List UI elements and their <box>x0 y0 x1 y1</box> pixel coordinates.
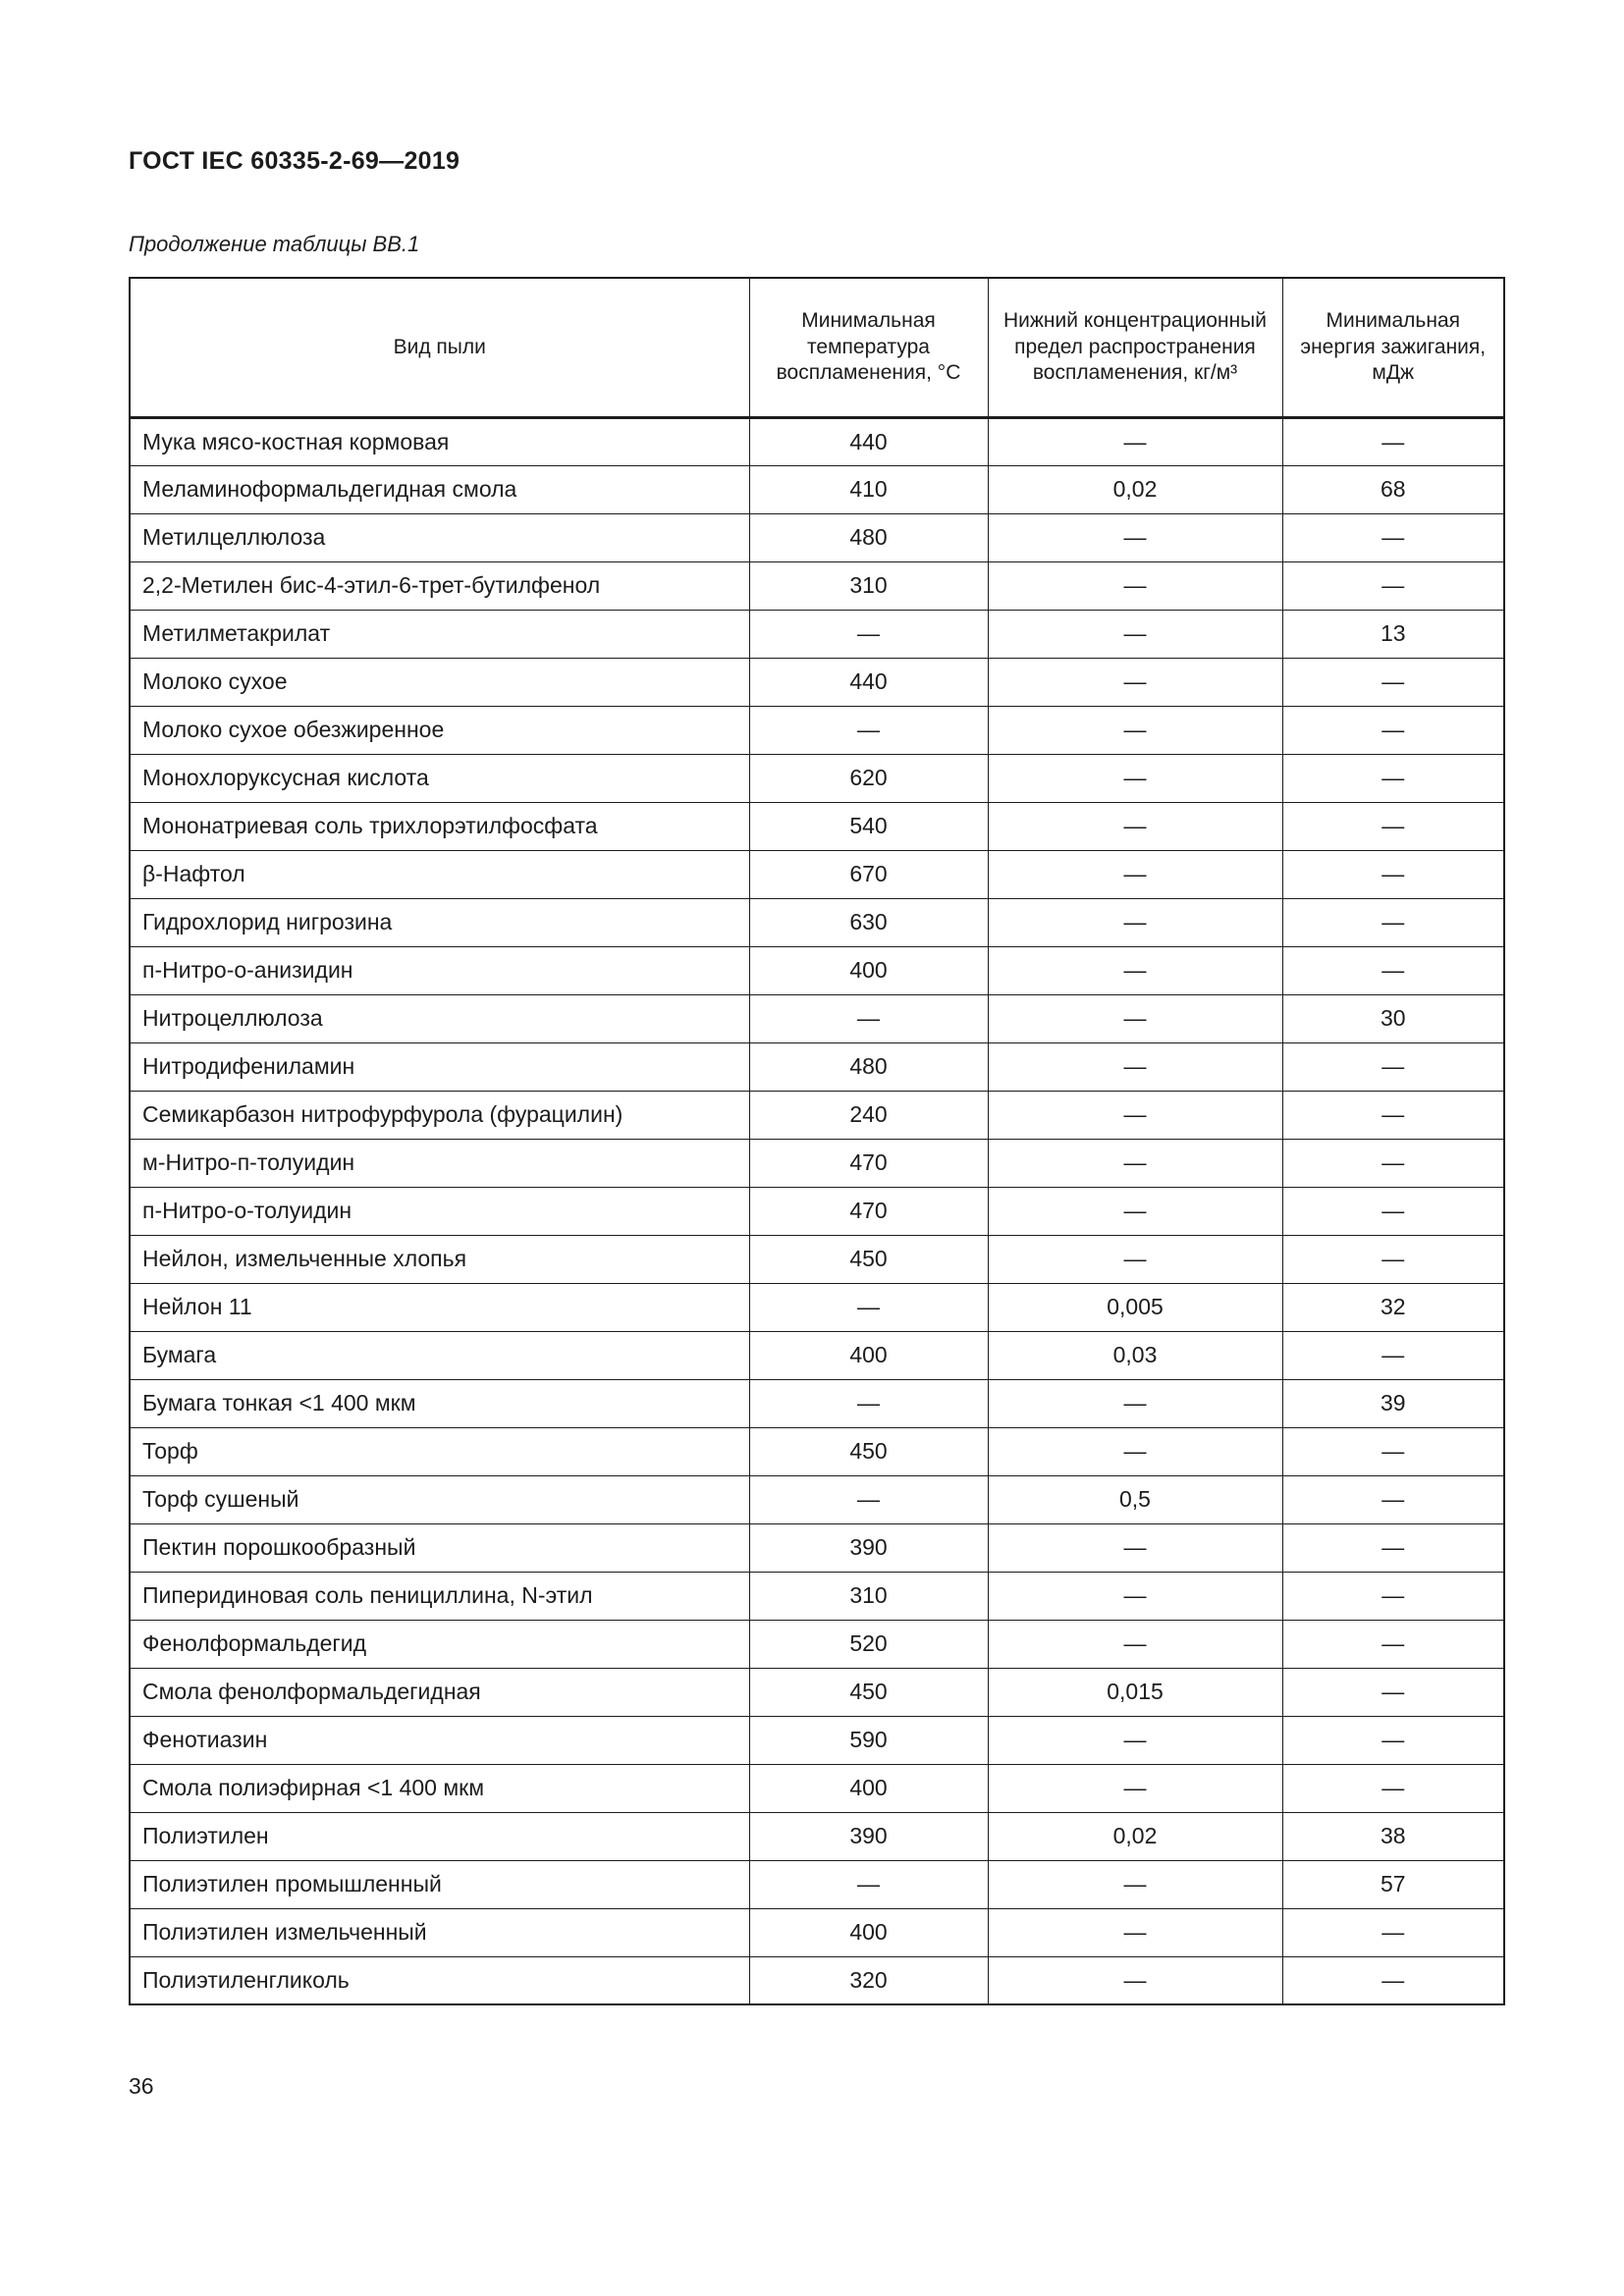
dust-name-cell: Бумага тонкая <1 400 мкм <box>130 1379 749 1427</box>
value-cell: — <box>1282 1331 1504 1379</box>
dust-name-cell: Полиэтилен промышленный <box>130 1860 749 1908</box>
dust-name-cell: Торф сушеный <box>130 1475 749 1523</box>
value-cell: 38 <box>1282 1812 1504 1860</box>
value-cell: — <box>988 513 1282 561</box>
dust-name-cell: Бумага <box>130 1331 749 1379</box>
value-cell: — <box>749 1379 988 1427</box>
value-cell: — <box>988 417 1282 465</box>
value-cell: — <box>1282 1091 1504 1139</box>
value-cell: — <box>988 658 1282 706</box>
column-header-dust-type: Вид пыли <box>130 278 749 417</box>
table-row <box>130 658 1504 706</box>
column-header-min-ignition-energy: Минимальная энергия зажигания, мДж <box>1282 278 1504 417</box>
value-cell: — <box>1282 1620 1504 1668</box>
dust-name-cell: Смола фенолформальдегидная <box>130 1668 749 1716</box>
value-cell: — <box>988 610 1282 658</box>
value-cell: — <box>1282 1908 1504 1956</box>
dust-name-cell: Торф <box>130 1427 749 1475</box>
table-row <box>130 1331 1504 1379</box>
value-cell: 590 <box>749 1716 988 1764</box>
value-cell: 240 <box>749 1091 988 1139</box>
value-cell: — <box>988 1379 1282 1427</box>
value-cell: — <box>1282 658 1504 706</box>
value-cell: — <box>749 1860 988 1908</box>
table-row <box>130 850 1504 898</box>
value-cell: — <box>1282 850 1504 898</box>
value-cell: 450 <box>749 1235 988 1283</box>
value-cell: 39 <box>1282 1379 1504 1427</box>
dust-name-cell: Фенолформальдегид <box>130 1620 749 1668</box>
value-cell: 390 <box>749 1812 988 1860</box>
value-cell: 410 <box>749 465 988 513</box>
value-cell: — <box>988 802 1282 850</box>
document-header: ГОСТ IEC 60335-2-69—2019 <box>129 147 460 175</box>
value-cell: 0,015 <box>988 1668 1282 1716</box>
table-row <box>130 1668 1504 1716</box>
dust-name-cell: Семикарбазон нитрофурфурола (фурацилин) <box>130 1091 749 1139</box>
dust-name-cell: Нитродифениламин <box>130 1042 749 1091</box>
table-row <box>130 1091 1504 1139</box>
value-cell: — <box>1282 1187 1504 1235</box>
value-cell: — <box>988 1042 1282 1091</box>
value-cell: 540 <box>749 802 988 850</box>
value-cell: 0,005 <box>988 1283 1282 1331</box>
value-cell: — <box>1282 1956 1504 2004</box>
value-cell: — <box>988 994 1282 1042</box>
dust-name-cell: β-Нафтол <box>130 850 749 898</box>
dust-name-cell: Гидрохлорид нигрозина <box>130 898 749 946</box>
value-cell: — <box>1282 802 1504 850</box>
value-cell: 400 <box>749 1908 988 1956</box>
table-row <box>130 946 1504 994</box>
dust-name-cell: 2,2-Метилен бис-4-этил-6-трет-бутилфенол <box>130 561 749 610</box>
value-cell: 400 <box>749 946 988 994</box>
value-cell: — <box>749 1475 988 1523</box>
dust-name-cell: Полиэтилен измельченный <box>130 1908 749 1956</box>
value-cell: — <box>1282 1139 1504 1187</box>
value-cell: 32 <box>1282 1283 1504 1331</box>
value-cell: — <box>1282 706 1504 754</box>
value-cell: 310 <box>749 561 988 610</box>
value-cell: 400 <box>749 1331 988 1379</box>
table-row <box>130 1475 1504 1523</box>
value-cell: — <box>1282 1427 1504 1475</box>
value-cell: 0,02 <box>988 465 1282 513</box>
dust-name-cell: Молоко сухое <box>130 658 749 706</box>
table-row <box>130 898 1504 946</box>
value-cell: 440 <box>749 658 988 706</box>
dust-name-cell: Нитроцеллюлоза <box>130 994 749 1042</box>
table-row <box>130 706 1504 754</box>
value-cell: — <box>1282 1523 1504 1572</box>
value-cell: — <box>988 1716 1282 1764</box>
dust-name-cell: Пиперидиновая соль пенициллина, N-этил <box>130 1572 749 1620</box>
value-cell: 400 <box>749 1764 988 1812</box>
dust-name-cell: Нейлон 11 <box>130 1283 749 1331</box>
table-row <box>130 1620 1504 1668</box>
dust-table-body <box>130 417 1504 2004</box>
value-cell: — <box>1282 898 1504 946</box>
dust-name-cell: п-Нитро-о-толуидин <box>130 1187 749 1235</box>
dust-name-cell: Полиэтилен <box>130 1812 749 1860</box>
table-row <box>130 1572 1504 1620</box>
table-row <box>130 417 1504 465</box>
value-cell: — <box>988 1908 1282 1956</box>
column-header-lower-concentration-limit: Нижний концентрационный предел распространения воспламенения, кг/м³ <box>988 278 1282 417</box>
value-cell: — <box>988 946 1282 994</box>
dust-name-cell: Полиэтиленгликоль <box>130 1956 749 2004</box>
value-cell: — <box>988 850 1282 898</box>
dust-name-cell: Пектин порошкообразный <box>130 1523 749 1572</box>
value-cell: 57 <box>1282 1860 1504 1908</box>
value-cell: 0,5 <box>988 1475 1282 1523</box>
value-cell: 620 <box>749 754 988 802</box>
value-cell: — <box>988 1523 1282 1572</box>
value-cell: 0,03 <box>988 1331 1282 1379</box>
value-cell: — <box>988 1427 1282 1475</box>
dust-name-cell: Смола полиэфирная <1 400 мкм <box>130 1764 749 1812</box>
table-row <box>130 1764 1504 1812</box>
value-cell: — <box>749 1283 988 1331</box>
table-row <box>130 1042 1504 1091</box>
value-cell: — <box>1282 1668 1504 1716</box>
value-cell: — <box>988 754 1282 802</box>
dust-name-cell: Метилцеллюлоза <box>130 513 749 561</box>
value-cell: — <box>1282 946 1504 994</box>
table-row <box>130 802 1504 850</box>
dust-name-cell: Нейлон, измельченные хлопья <box>130 1235 749 1283</box>
value-cell: 320 <box>749 1956 988 2004</box>
value-cell: 520 <box>749 1620 988 1668</box>
dust-name-cell: Фенотиазин <box>130 1716 749 1764</box>
value-cell: — <box>1282 417 1504 465</box>
value-cell: 0,02 <box>988 1812 1282 1860</box>
dust-table <box>129 277 1505 2005</box>
value-cell: — <box>1282 754 1504 802</box>
column-header-min-ignition-temperature: Минимальная температура воспламенения, °С <box>749 278 988 417</box>
value-cell: 450 <box>749 1427 988 1475</box>
value-cell: 630 <box>749 898 988 946</box>
table-row <box>130 1283 1504 1331</box>
value-cell: — <box>1282 1716 1504 1764</box>
value-cell: — <box>1282 1475 1504 1523</box>
value-cell: — <box>749 706 988 754</box>
value-cell: — <box>988 1187 1282 1235</box>
value-cell: — <box>988 1620 1282 1668</box>
table-row <box>130 610 1504 658</box>
table-row <box>130 561 1504 610</box>
table-row <box>130 513 1504 561</box>
table-row <box>130 1523 1504 1572</box>
table-row <box>130 1379 1504 1427</box>
value-cell: — <box>749 610 988 658</box>
value-cell: — <box>1282 513 1504 561</box>
value-cell: — <box>988 1764 1282 1812</box>
dust-name-cell: Монохлоруксусная кислота <box>130 754 749 802</box>
value-cell: 450 <box>749 1668 988 1716</box>
table-row <box>130 1716 1504 1764</box>
dust-name-cell: м-Нитро-п-толуидин <box>130 1139 749 1187</box>
value-cell: — <box>1282 561 1504 610</box>
value-cell: 670 <box>749 850 988 898</box>
value-cell: — <box>988 898 1282 946</box>
value-cell: 30 <box>1282 994 1504 1042</box>
dust-name-cell: Меламиноформальдегидная смола <box>130 465 749 513</box>
value-cell: — <box>988 1572 1282 1620</box>
page-number: 36 <box>129 2073 154 2099</box>
table-row <box>130 465 1504 513</box>
dust-name-cell: п-Нитро-о-анизидин <box>130 946 749 994</box>
table-row <box>130 1908 1504 1956</box>
value-cell: — <box>988 1860 1282 1908</box>
value-cell: — <box>988 1956 1282 2004</box>
table-row <box>130 754 1504 802</box>
value-cell: — <box>988 561 1282 610</box>
table-caption: Продолжение таблицы ВВ.1 <box>129 232 420 256</box>
dust-name-cell: Мука мясо-костная кормовая <box>130 417 749 465</box>
table-row <box>130 1187 1504 1235</box>
value-cell: — <box>1282 1764 1504 1812</box>
value-cell: 440 <box>749 417 988 465</box>
value-cell: — <box>1282 1572 1504 1620</box>
table-row <box>130 1235 1504 1283</box>
value-cell: 480 <box>749 1042 988 1091</box>
table-row <box>130 1860 1504 1908</box>
value-cell: 13 <box>1282 610 1504 658</box>
value-cell: — <box>1282 1235 1504 1283</box>
value-cell: 310 <box>749 1572 988 1620</box>
dust-name-cell: Метилметакрилат <box>130 610 749 658</box>
value-cell: 68 <box>1282 465 1504 513</box>
value-cell: 390 <box>749 1523 988 1572</box>
table-row <box>130 1812 1504 1860</box>
value-cell: — <box>988 1139 1282 1187</box>
table-row <box>130 1139 1504 1187</box>
table-row <box>130 1956 1504 2004</box>
value-cell: 470 <box>749 1139 988 1187</box>
dust-name-cell: Молоко сухое обезжиренное <box>130 706 749 754</box>
table-header-row <box>130 278 1504 417</box>
table-row <box>130 1427 1504 1475</box>
value-cell: 470 <box>749 1187 988 1235</box>
table-row <box>130 994 1504 1042</box>
value-cell: — <box>1282 1042 1504 1091</box>
dust-name-cell: Мононатриевая соль трихлорэтилфосфата <box>130 802 749 850</box>
value-cell: — <box>988 1235 1282 1283</box>
value-cell: — <box>749 994 988 1042</box>
value-cell: — <box>988 1091 1282 1139</box>
value-cell: — <box>988 706 1282 754</box>
value-cell: 480 <box>749 513 988 561</box>
